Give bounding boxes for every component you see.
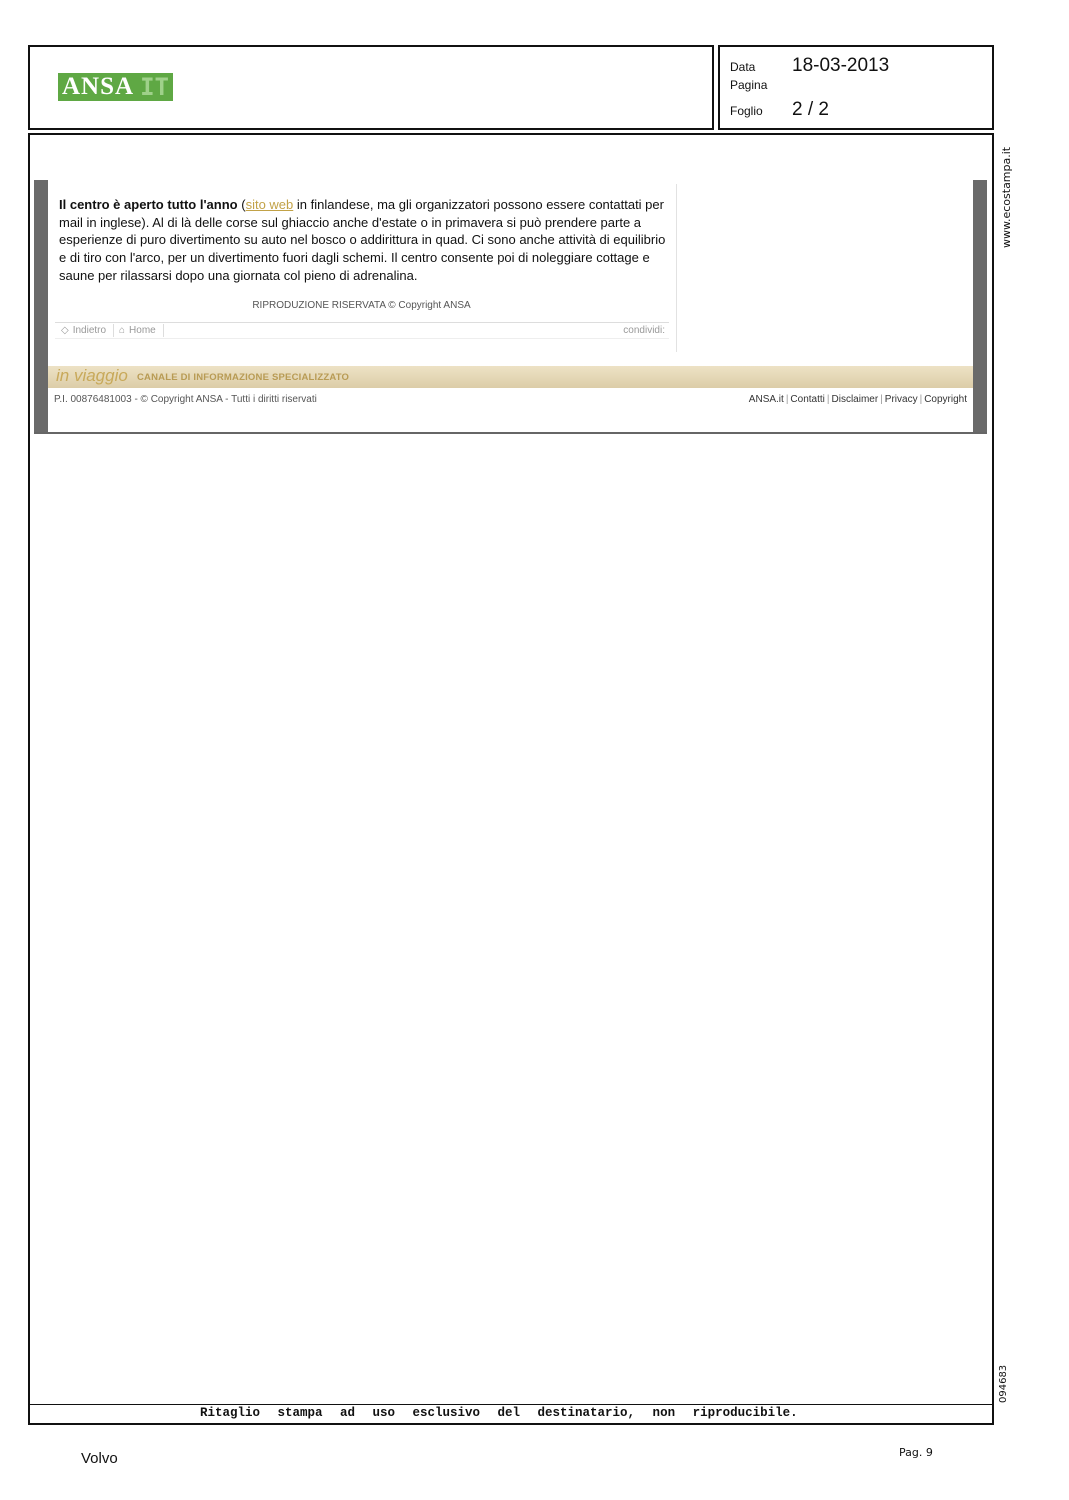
back-link[interactable] (61, 325, 106, 336)
date-label: Data (730, 60, 756, 74)
right-border-bar (973, 180, 987, 432)
banner-tagline: CANALE DI INFORMAZIONE SPECIALIZZATO (137, 372, 350, 383)
article-lead: Il centro è aperto tutto l'anno (59, 197, 238, 212)
footer-link-privacy[interactable]: Privacy (884, 394, 918, 405)
article-text (59, 196, 669, 285)
share-label: condividi: (623, 325, 665, 336)
side-code (998, 1365, 1014, 1405)
footer-link-ansa[interactable]: ANSA.it (748, 394, 784, 405)
home-label: Home (129, 325, 156, 336)
home-icon: ⌂ (119, 325, 126, 336)
back-label: Indietro (72, 325, 107, 336)
ansa-logo (58, 73, 173, 101)
page-label: Pagina (730, 78, 768, 92)
back-icon: ◇ (61, 325, 69, 336)
site-footer-links: ANSA.it | Contatti | Disclaimer | Privacy | Copyright (748, 394, 967, 405)
reproduction-notice: Ritaglio stampa ad uso esclusivo del destinatario, non riproducibile. (200, 1406, 798, 1420)
logo-primary: ANSA (62, 73, 135, 100)
nav-divider (163, 324, 164, 337)
side-url (998, 148, 1018, 258)
side-url-text: www.ecostampa.it (1000, 146, 1013, 248)
web-clipping (34, 180, 987, 434)
site-footer-left: P.I. 00876481003 - © Copyright ANSA - Tutti i diritti riservati (54, 394, 317, 405)
sheet-value: 2 / 2 (792, 99, 829, 120)
share-link[interactable] (623, 325, 665, 336)
footer-link-copyright[interactable]: Copyright (924, 394, 967, 405)
nav-divider (113, 324, 114, 337)
article-open-paren: ( (237, 197, 246, 212)
date-value: 18-03-2013 (792, 55, 890, 76)
copyright-note: RIPRODUZIONE RISERVATA © Copyright ANSA (252, 300, 471, 311)
page-footer-number: Pag. 9 (899, 1446, 933, 1459)
article-body: in finlandese, ma gli organizzatori possono essere contattati per mail in inglese). Al di là delle corse sul ghiaccio anche d'estate o in primavera si può prendere parte a esperienze di puro divertimento su auto nel bosco o addirittura in quad. Ci sono anche attività di equilibrio e di tiro con l'arco, per un divertimento fuori dagli schemi. Il centro consente poi di noleggiare cottage e saune per rilassarsi dopo una giornata col pieno di adrenalina. (59, 197, 666, 283)
in-viaggio-banner[interactable] (48, 366, 973, 388)
article-nav (55, 322, 669, 339)
notice-divider (30, 1404, 992, 1405)
header-logo-box (28, 45, 714, 130)
date-row (730, 55, 889, 77)
sheet-label: Foglio (730, 104, 763, 118)
header-meta-box (718, 45, 994, 130)
logo-secondary: IT (140, 73, 169, 101)
banner-brand: in viaggio (56, 366, 128, 385)
site-link[interactable]: sito web (245, 197, 294, 212)
footer-link-disclaimer[interactable]: Disclaimer (831, 394, 879, 405)
page-footer-client: Volvo (81, 1450, 118, 1467)
page-row (730, 78, 792, 92)
column-divider (676, 184, 677, 352)
side-code-text: 094683 (998, 1364, 1009, 1403)
footer-link-contatti[interactable]: Contatti (790, 394, 825, 405)
sheet-row (730, 99, 829, 121)
home-link[interactable] (119, 325, 156, 336)
